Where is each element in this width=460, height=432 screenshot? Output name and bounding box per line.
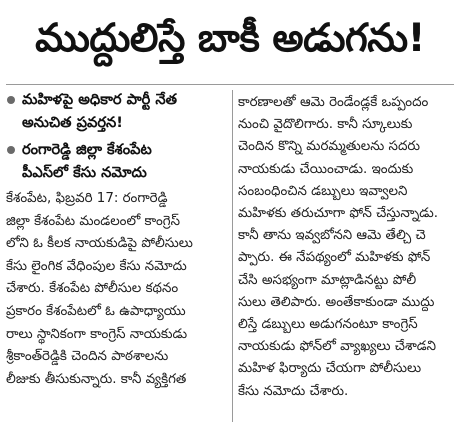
body-line: చేసి అసభ్యంగా మాట్లాడినట్టు పోలీ bbox=[238, 272, 417, 288]
body-line: మహిళ ఫిర్యాదు చేయగా పోలీసులు bbox=[238, 361, 422, 377]
right-body-text bbox=[238, 92, 456, 403]
body-line: కేశంపేట, ఫిబ్రవరి 17: రంగారెడ్డి bbox=[6, 191, 168, 206]
body-line: చేశారు. కేశంపేట పోలీసుల కథనం bbox=[6, 281, 179, 297]
subheading-line: పీఎస్‌లో కేసు నమోదు bbox=[22, 164, 147, 181]
body-line: చెందిన కొన్ని మరమ్మతులను సదరు bbox=[238, 139, 420, 155]
body-line: లిస్తే డబ్బులు అడుగనంటూ కాంగ్రెస్ bbox=[238, 317, 418, 333]
body-line: నుంచి వైదొలిగారు. కానీ స్కూలుకు bbox=[238, 117, 413, 133]
subheading-bullet bbox=[6, 88, 228, 134]
subheading-line: మహిళపై అధికార పార్టీ నేత bbox=[22, 91, 178, 108]
body-line: శ్రీకాంత్‌రెడ్డికి చెందిన పాఠశాలను bbox=[6, 349, 169, 365]
body-line: రాలు స్థానికంగా కాంగ్రెస్ నాయకుడు bbox=[6, 326, 188, 342]
body-line: కేసు లైంగిక వేధింపుల కేసు నమోదు bbox=[6, 258, 187, 274]
body-line: ప్పారు. ఈ నేపథ్యంలో మహిళకు ఫోన్ bbox=[238, 250, 431, 266]
body-line: కానీ తాను ఇవ్వబోనని ఆమె తేల్చి చె bbox=[238, 228, 426, 244]
body-line: సులు తెలిపారు. అంతేకాకుండా ముద్దు bbox=[238, 294, 435, 310]
body-line: సంబంధించిన డబ్బులు ఇవ్వాలని bbox=[238, 183, 408, 199]
subheading-line: రంగారెడ్డి జిల్లా కేశంపేట bbox=[22, 141, 152, 158]
bullet-icon bbox=[7, 96, 15, 104]
subheading-bullet bbox=[6, 138, 228, 184]
body-line: జిల్లా కేశంపేట మండలంలో కాంగ్రెస్ bbox=[6, 213, 180, 229]
right-column bbox=[238, 92, 456, 403]
bullet-icon bbox=[7, 146, 15, 154]
body-line: లోని ఓ కీలక నాయకుడిపై పోలీసులు bbox=[6, 236, 193, 252]
body-line: ప్రకారం కేశంపేటలో ఓ ఉపాధ్యాయు bbox=[6, 303, 186, 319]
headline-rule bbox=[6, 84, 454, 85]
left-body-text bbox=[6, 188, 228, 391]
body-line: లీజుకు తీసుకున్నారు. కానీ వ్యక్తిగత bbox=[6, 371, 187, 387]
body-line: కేసు నమోదు చేశారు. bbox=[238, 383, 349, 399]
body-line: నాయకుడు ఫోన్‌లో వ్యాఖ్యలు చేశాడని bbox=[238, 339, 437, 355]
column-divider bbox=[232, 90, 233, 422]
body-line: కారణాలతో ఆమె రెండేండ్లకే ఒప్పందం bbox=[238, 95, 429, 110]
body-line: నాయకుడు చేయించాడు. ఇందుకు bbox=[238, 161, 414, 177]
left-column bbox=[6, 88, 228, 391]
body-line: మహిళకు తరుచూగా ఫోన్ చేస్తున్నాడు. bbox=[238, 206, 438, 222]
headline: ముద్దులిస్తే బాకీ అడుగను! bbox=[35, 16, 425, 61]
subheading-line: అనుచిత ప్రవర్తన! bbox=[22, 114, 123, 131]
